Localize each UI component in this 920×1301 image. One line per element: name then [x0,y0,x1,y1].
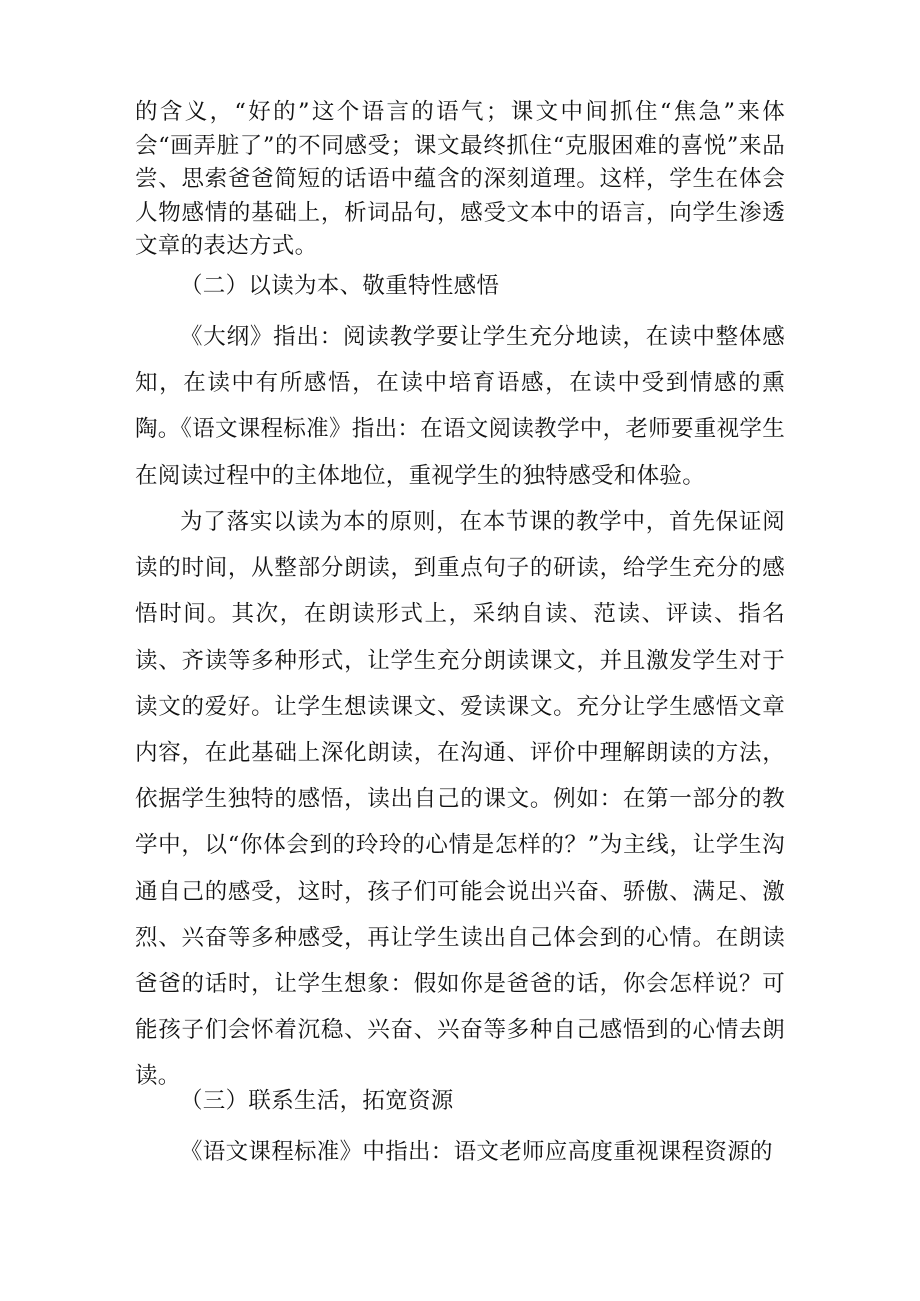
paragraph-reading-principle: 为了落实以读为本的原则，在本节课的教学中，首先保证阅读的时间，从整部分朗读，到重点句子的研读，给学生充分的感悟时间。其次，在朗读形式上，采纳自读、范读、评读、指名读、齐读等多种形式，让学生充分朗读课文，并且激发学生对于读文的爱好。让学生想读课文、爱读课文。充分让学生感悟文章内容，在此基础上深化朗读，在沟通、评价中理解朗读的方法，依据学生独特的感悟，读出自己的课文。例如：在第一部分的教学中，以“你体会到的玲玲的心情是怎样的？”为主线，让学生沟通自己的感受，这时，孩子们可能会说出兴奋、骄傲、满足、激烈、兴奋等多种感受，再让学生读出自己体会到的心情。在朗读爸爸的话时，让学生想象：假如你是爸爸的话，你会怎样说？可能孩子们会怀着沉稳、兴奋、兴奋等多种自己感悟到的心情去朗读。 [135,509,785,1090]
paragraph-curriculum-resources: 《语文课程标准》中指出：语文老师应高度重视课程资源的 [180,1139,773,1165]
paragraph-outline-guidance: 《大纲》指出：阅读教学要让学生充分地读，在读中整体感知，在读中有所感悟，在读中培育语感，在读中受到情感的熏陶。《语文课程标准》指出：在语文阅读教学中，老师要重视学生在阅读过程中的主体地位，重视学生的独特感受和体验。 [135,324,785,489]
section-heading-3: （三）联系生活，拓宽资源 [180,1088,454,1114]
paragraph-continuation: 的含义，“好的”这个语言的语气；课文中间抓住“焦急”来体会“画弄脏了”的不同感受；课文最终抓住“克服困难的喜悦”来品尝、思索爸爸简短的话语中蕴含的深刻道理。这样，学生在体会人物感情的基础上，析词品句，感受文本中的语言，向学生渗透文章的表达方式。 [135,99,785,259]
section-heading-2: （二）以读为本、敬重特性感悟 [180,273,500,299]
